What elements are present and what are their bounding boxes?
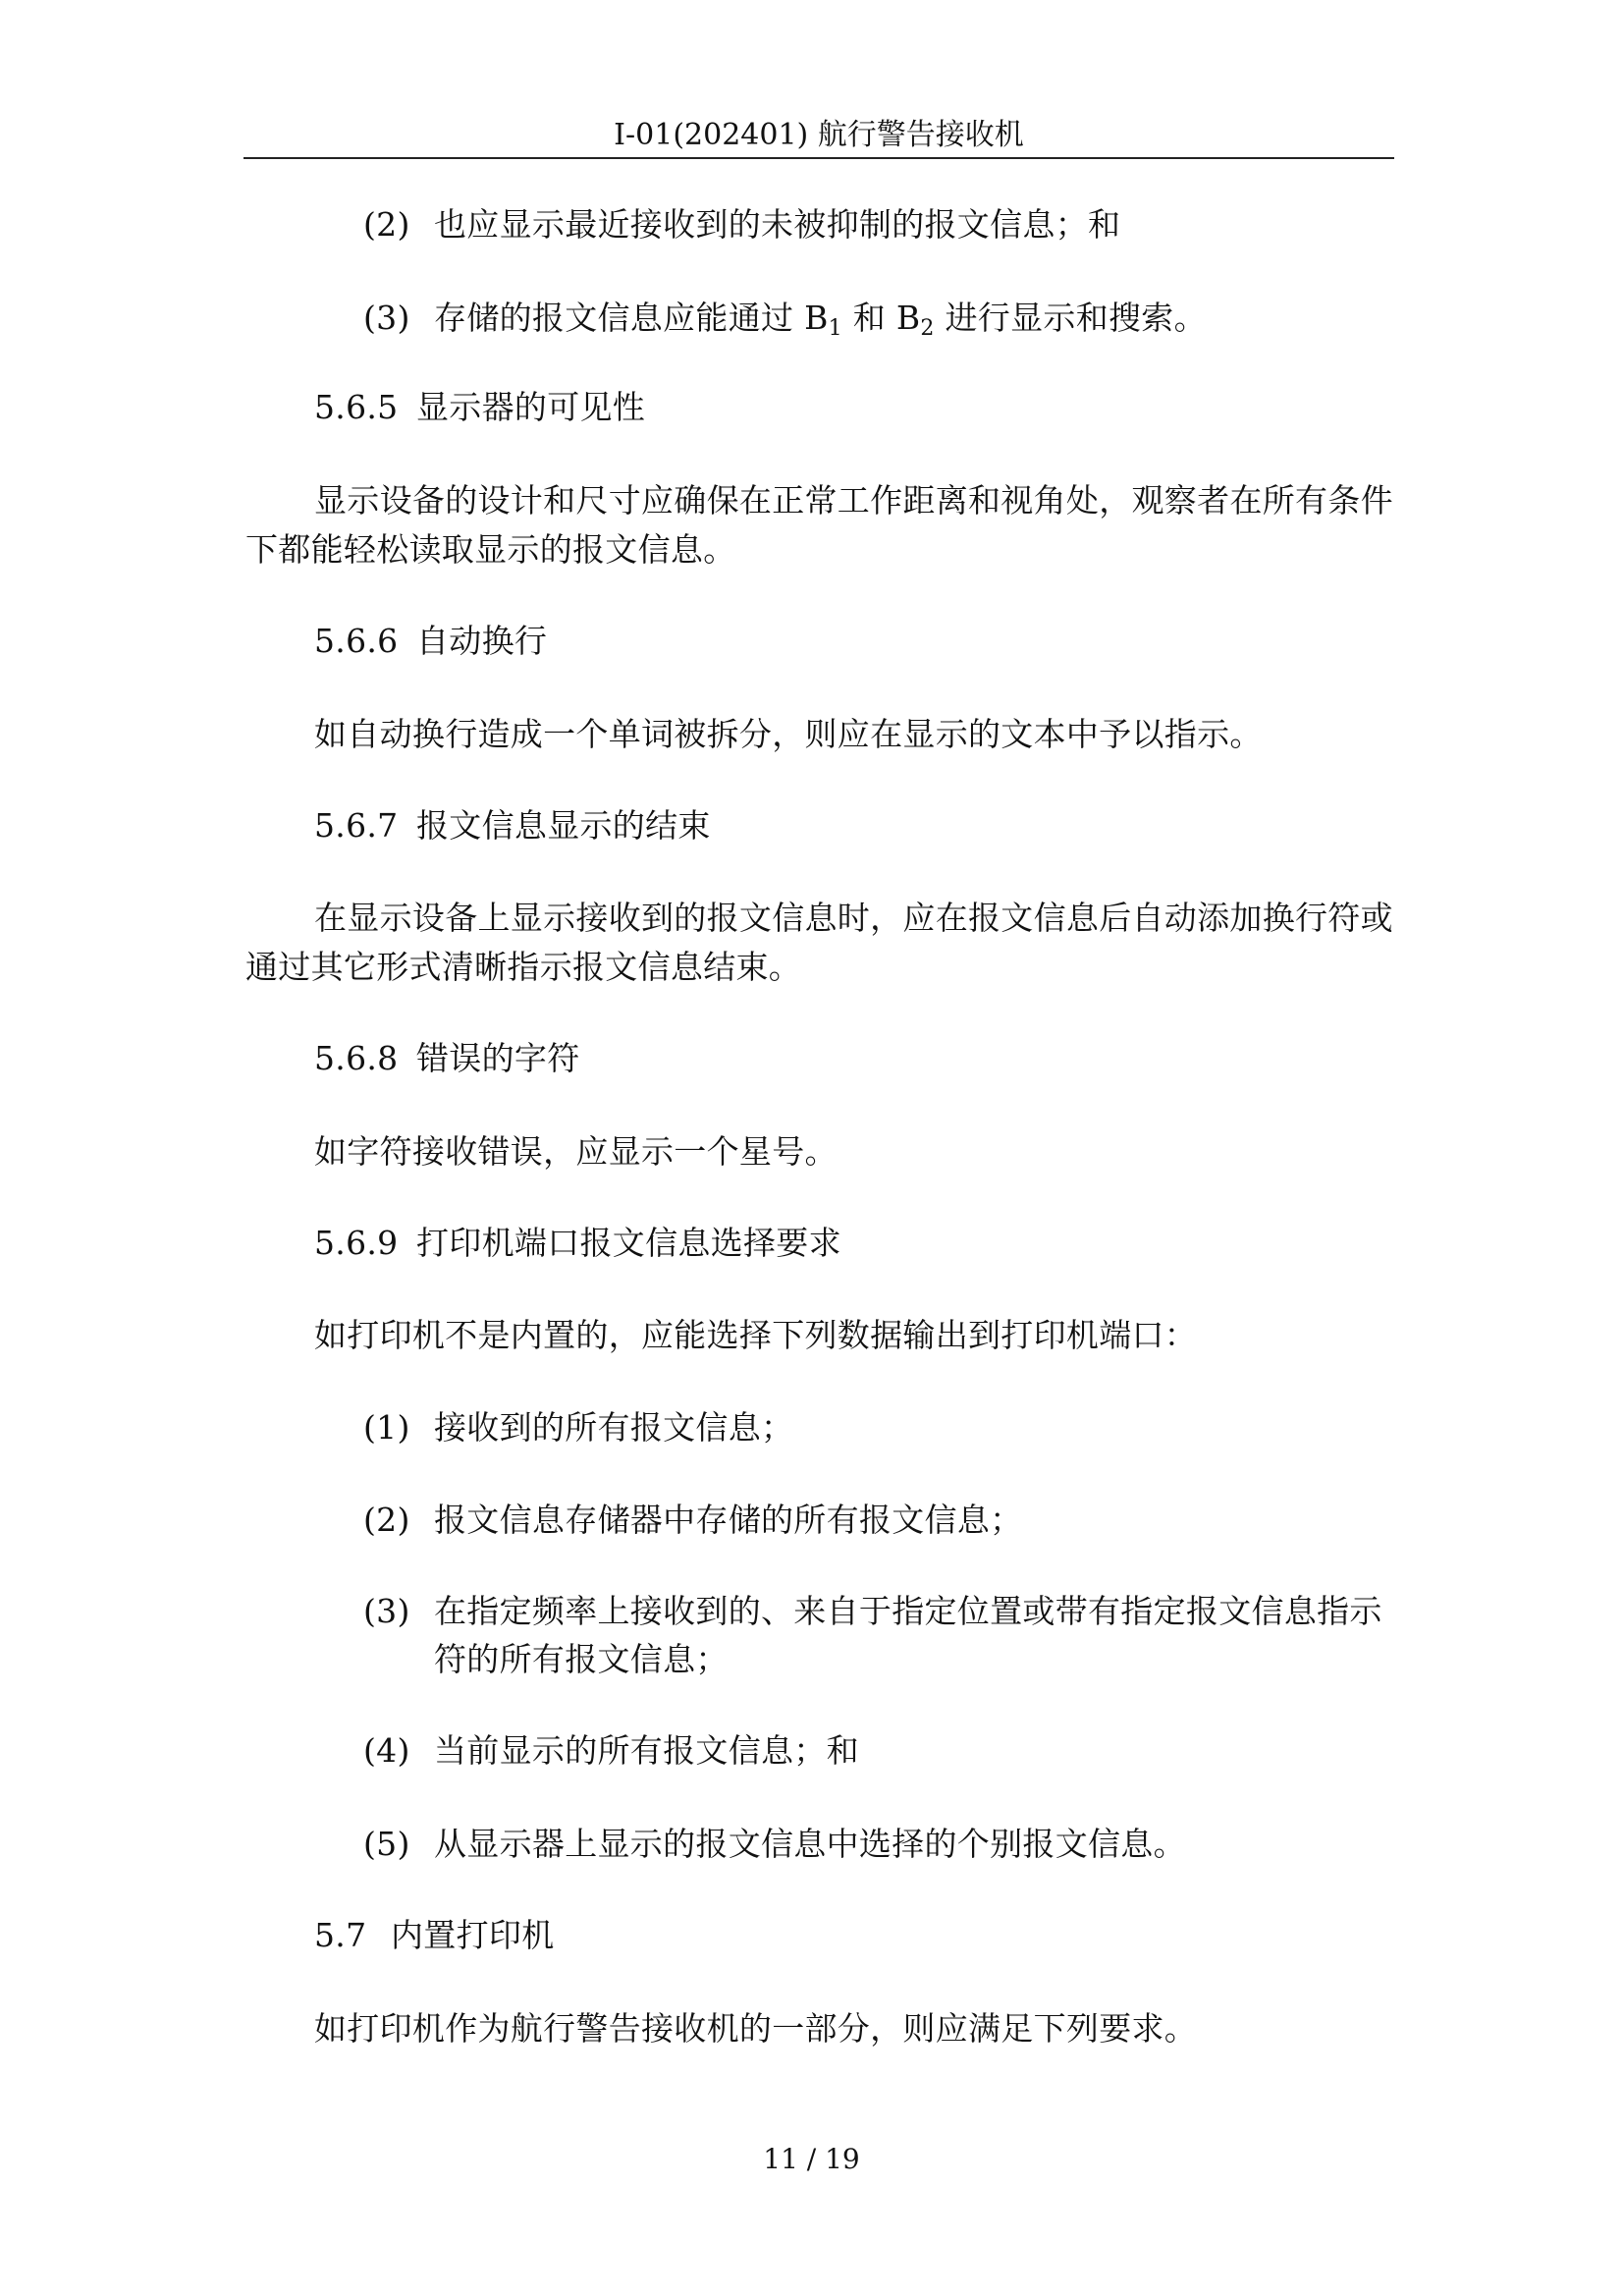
section-title: 报文信息显示的结束 <box>416 806 711 845</box>
subscript-one: 1 <box>828 316 842 341</box>
section-title: 打印机端口报文信息选择要求 <box>416 1224 841 1262</box>
paragraph-5-7: 如打印机作为航行警告接收机的一部分，则应满足下列要求。 <box>314 2009 1198 2048</box>
section-number: 5.6.6 <box>314 622 399 660</box>
paragraph-5-6-8: 如字符接收错误，应显示一个星号。 <box>314 1132 838 1171</box>
section-heading-5-6-7 <box>314 803 711 848</box>
list-item-number: (1) <box>363 1408 410 1447</box>
paragraph-5-6-5-line-1: 显示设备的设计和尺寸应确保在正常工作距离和视角处，观察者在所有条件 <box>314 481 1393 519</box>
page-number: 11 / 19 <box>763 2143 860 2175</box>
list-item-3 <box>363 296 1207 341</box>
section-heading-5-6-8 <box>314 1036 580 1081</box>
section-number: 5.6.8 <box>314 1039 399 1077</box>
list-item-number: (2) <box>363 1501 410 1539</box>
section-number: 5.6.5 <box>314 388 399 426</box>
page-header: I-01(202401) 航行警告接收机 <box>243 114 1394 159</box>
printer-list-item-2 <box>363 1498 1022 1543</box>
section-title: 错误的字符 <box>416 1039 580 1077</box>
section-title: 自动换行 <box>416 622 548 660</box>
list-item-number: (3) <box>363 299 410 337</box>
section-heading-5-7 <box>314 1913 555 1958</box>
section-heading-5-6-6 <box>314 619 547 664</box>
list-item-text: 在指定频率上接收到的、来自于指定位置或带有指定报文信息指示 <box>434 1592 1382 1630</box>
printer-list-item-3-continuation: 符的所有报文信息； <box>434 1640 729 1678</box>
list-item-text-middle: 和 B <box>841 299 921 337</box>
list-item-text: 报文信息存储器中存储的所有报文信息； <box>434 1501 1023 1539</box>
list-item-number: (2) <box>363 205 410 244</box>
section-heading-5-6-9 <box>314 1221 841 1266</box>
printer-list-item-1 <box>363 1405 793 1450</box>
list-item-text: 也应显示最近接收到的未被抑制的报文信息；和 <box>434 205 1121 244</box>
list-item-text: 从显示器上显示的报文信息中选择的个别报文信息。 <box>434 1825 1186 1863</box>
section-number: 5.6.9 <box>314 1224 399 1262</box>
list-item-number: (3) <box>363 1592 410 1630</box>
printer-list-item-3 <box>363 1589 1382 1634</box>
list-item-number: (4) <box>363 1731 410 1770</box>
section-number: 5.7 <box>314 1916 367 1954</box>
section-heading-5-6-5 <box>314 385 645 430</box>
list-item-text-end: 进行显示和搜索。 <box>934 299 1207 337</box>
printer-list-item-5 <box>363 1822 1186 1867</box>
list-item-2 <box>363 202 1120 247</box>
paragraph-5-6-9: 如打印机不是内置的，应能选择下列数据输出到打印机端口： <box>314 1316 1198 1354</box>
list-item-number: (5) <box>363 1825 410 1863</box>
section-number: 5.6.7 <box>314 806 399 845</box>
paragraph-5-6-6: 如自动换行造成一个单词被拆分，则应在显示的文本中予以指示。 <box>314 715 1263 753</box>
subscript-two: 2 <box>920 316 935 341</box>
printer-list-item-4 <box>363 1728 859 1774</box>
list-item-text-start: 存储的报文信息应能通过 B <box>434 299 829 337</box>
list-item-text: 接收到的所有报文信息； <box>434 1408 794 1447</box>
paragraph-5-6-7-line-1: 在显示设备上显示接收到的报文信息时，应在报文信息后自动添加换行符或 <box>314 899 1393 937</box>
list-item-text: 当前显示的所有报文信息；和 <box>434 1731 859 1770</box>
section-title: 内置打印机 <box>391 1916 555 1954</box>
section-title: 显示器的可见性 <box>416 388 646 426</box>
paragraph-5-6-7-line-2: 通过其它形式清晰指示报文信息结束。 <box>245 948 802 986</box>
paragraph-5-6-5-line-2: 下都能轻松读取显示的报文信息。 <box>245 530 736 569</box>
